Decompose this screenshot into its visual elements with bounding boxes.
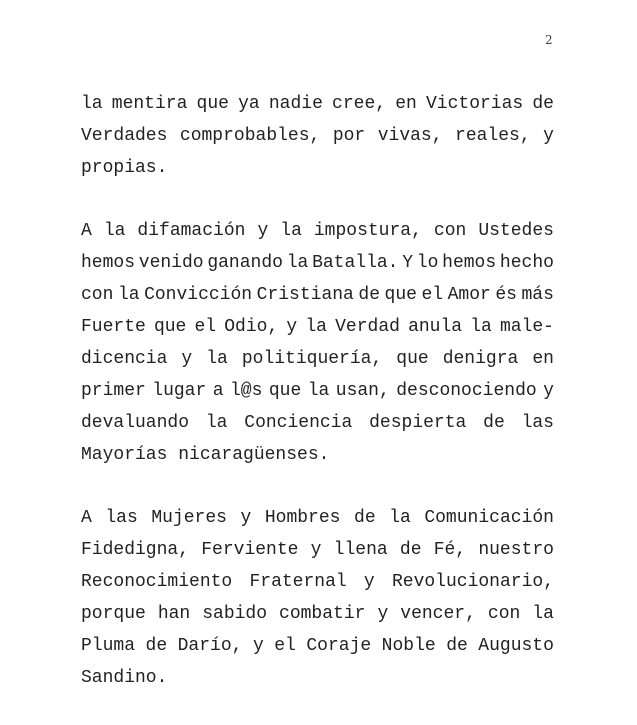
text-line: Mayorías nicaragüenses. [81,445,330,465]
text-line: la mentira que ya nadie cree, en Victorias de [81,94,554,114]
page-number: 2 [545,33,553,47]
text-line: A las Mujeres y Hombres de la Comunicación [81,508,554,528]
text-line: A la difamación y la impostura, con Ustedes [81,221,554,241]
text-line: Fuerte que el Odio, y la Verdad anula la male- [81,317,554,337]
text-line: Reconocimiento Fraternal y Revolucionario, [81,572,554,592]
text-line: devaluando la Conciencia despierta de las [81,413,554,433]
paragraph [81,502,554,694]
text-line: porque han sabido combatir y vencer, con la [81,604,554,624]
text-line: Pluma de Darío, y el Coraje Noble de Augusto [81,636,554,656]
text-line: Sandino. [81,668,168,688]
text-line: con la Convicción Cristiana de que el Amor és más [81,285,554,305]
paragraph [81,88,554,184]
text-line: dicencia y la politiquería, que denigra en [81,349,554,369]
document-body [81,88,554,725]
text-line: Fidedigna, Ferviente y llena de Fé, nuestro [81,540,554,560]
paragraph [81,215,554,471]
text-line: Verdades comprobables, por vivas, reales, y [81,126,554,146]
text-line: propias. [81,158,168,178]
text-line: primer lugar a l@s que la usan, desconociendo y [81,381,554,401]
text-line: hemos venido ganando la Batalla. Y lo hemos hecho [81,253,554,273]
